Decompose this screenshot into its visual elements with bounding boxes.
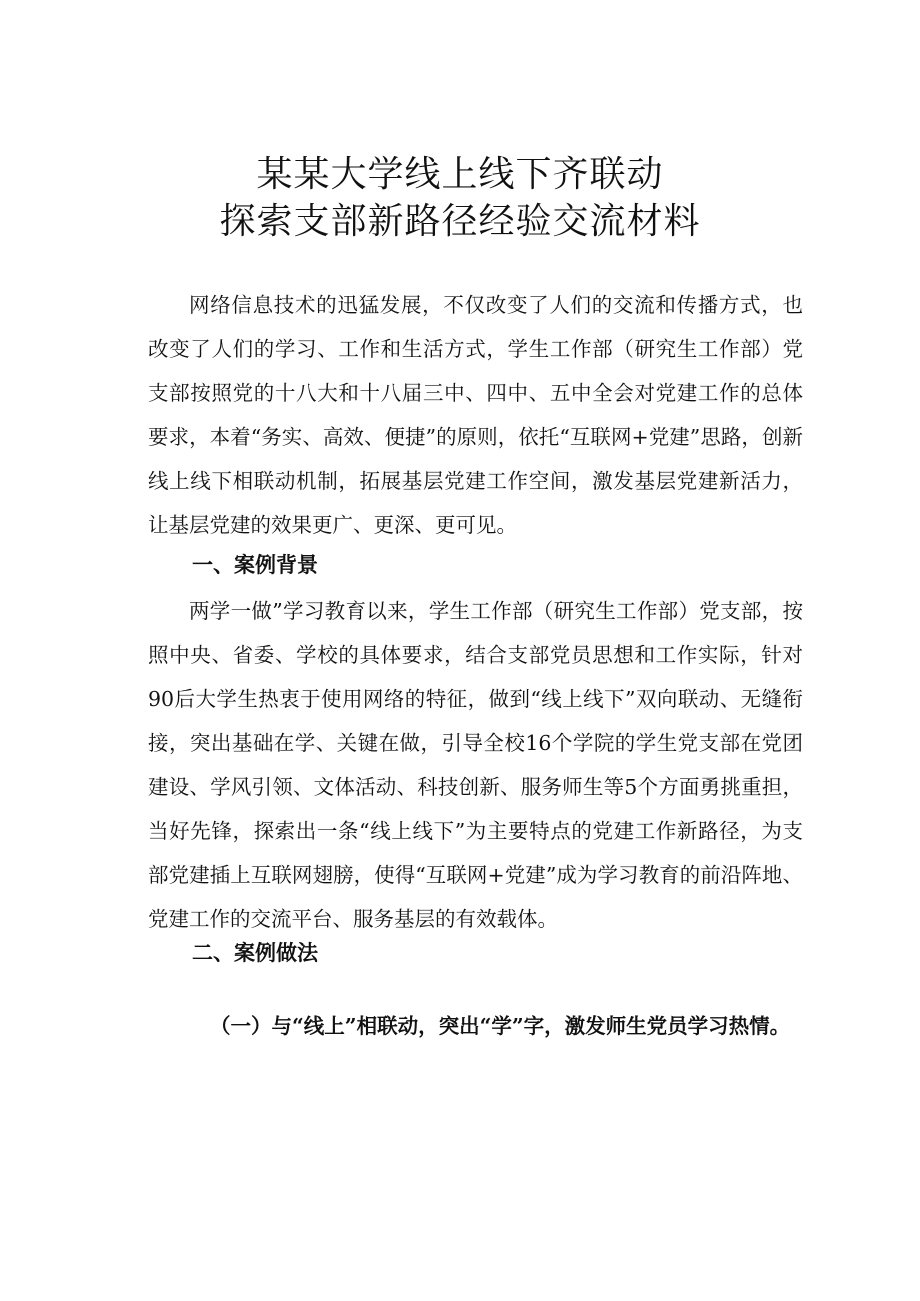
- section-heading-practice: 二、案例做法: [192, 941, 318, 965]
- section-heading-background: 一、案例背景: [192, 553, 318, 577]
- document-title-line-2: 探索支部新路径经验交流材料: [219, 201, 701, 242]
- background-paragraph: 两学一做”学习教育以来，学生工作部（研究生工作部）党支部，按照中央、省委、学校的具体要求，结合支部党员思想和工作实际，针对90后大学生热衷于使用网络的特征，做到“线上线下”双向联动、无缝衔接，突出基础在学、关键在做，引导全校16个学院的学生党支部在党团建设、学风引领、文体活动、科技创新、服务师生等5个方面勇挑重担，当好先锋，探索出一条“线上线下”为主要特点的党建工作新路径，为支部党建插上互联网翅膀，使得“互联网+党建”成为学习教育的前沿阵地、党建工作的交流平台、服务基层的有效载体。: [148, 599, 803, 931]
- document-title-line-1: 某某大学线上线下齐联动: [256, 154, 664, 195]
- subsection-heading-online: （一）与“线上”相联动，突出“学”字，激发师生党员学习热情。: [210, 1014, 791, 1038]
- intro-paragraph: 网络信息技术的迅猛发展，不仅改变了人们的交流和传播方式，也改变了人们的学习、工作和生活方式，学生工作部（研究生工作部）党支部按照党的十八大和十八届三中、四中、五中全会对党建工作的总体要求，本着“务实、高效、便捷”的原则，依托“互联网+党建”思路，创新线上线下相联动机制，拓展基层党建工作空间，激发基层党建新活力，让基层党建的效果更广、更深、更可见。: [148, 293, 803, 537]
